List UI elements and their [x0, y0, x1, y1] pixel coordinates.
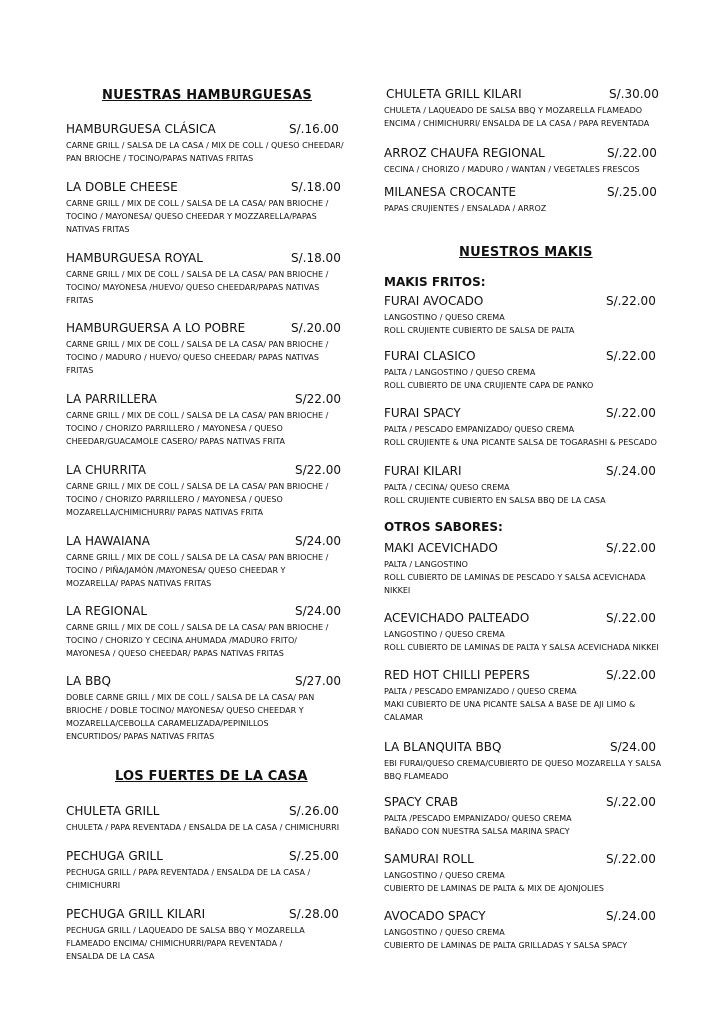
- item-price: S/.24.00: [606, 909, 656, 923]
- item-description: CARNE GRILL / MIX DE COLL / SALSA DE LA CASA/ PAN BRIOCHE / TOCINO / CHORIZO PARRILLERO / MAYONESA / QUESO CHEEDAR/GUACAMOLE CASERO/ PAPAS NATIVAS FRITA: [66, 411, 329, 446]
- menu-item: [66, 849, 356, 892]
- item-name: SAMURAI ROLL: [384, 852, 474, 866]
- item-price: S/22.00: [295, 392, 342, 406]
- item-price: S/.22.00: [606, 795, 656, 809]
- item-description: PECHUGA GRILL / LAQUEADO DE SALSA BBQ Y MOZARELLA FLAMEADO ENCIMA/ CHIMICHURRI/PAPA REVENTADA / ENSALDA DE LA CASA: [66, 926, 305, 961]
- item-name: AVOCADO SPACY: [384, 909, 486, 923]
- item-name: PECHUGA GRILL KILARI: [66, 907, 206, 921]
- menu-item: [384, 668, 674, 724]
- menu-item: [66, 392, 356, 448]
- item-name: FURAI SPACY: [384, 406, 461, 420]
- item-name: MILANESA CROCANTE: [384, 185, 517, 199]
- item-description: EBI FURAI/QUESO CREMA/CUBIERTO DE QUESO MOZARELLA Y SALSA BBQ FLAMEADO: [384, 759, 662, 781]
- item-description: CARNE GRILL / SALSA DE LA CASA / MIX DE COLL / QUESO CHEEDAR/ PAN BRIOCHE / TOCINO/PAPAS NATIVAS FRITAS: [66, 141, 344, 163]
- fuertes-heading: LOS FUERTES DE LA CASA: [115, 769, 308, 784]
- item-price: S/27.00: [295, 674, 342, 688]
- item-name: FURAI KILARI: [384, 464, 462, 478]
- item-description: PALTA / LANGOSTINO / QUESO CREMA ROLL CUBIERTO DE UNA CRUJIENTE CAPA DE PANKO: [384, 368, 594, 390]
- item-name: LA REGIONAL: [66, 604, 148, 618]
- item-description: DOBLE CARNE GRILL / MIX DE COLL / SALSA DE LA CASA/ PAN BRIOCHE / DOBLE TOCINO/ MAYONESA/ QUESO CHEEDAR Y MOZARELLA/CEBOLLA CARAMELIZADA/PEPINILLOS ENCURTIDOS/ PAPAS NATIVAS FRITAS: [66, 693, 315, 741]
- item-name: ARROZ CHAUFA REGIONAL: [384, 146, 545, 160]
- menu-item: [66, 251, 356, 307]
- item-price: S/.20.00: [291, 321, 341, 335]
- item-name: FURAI CLASICO: [384, 349, 476, 363]
- item-name: CHULETA GRILL KILARI: [386, 87, 522, 101]
- item-price: S/24.00: [295, 534, 342, 548]
- item-name: CHULETA GRILL: [66, 804, 160, 818]
- item-name: FURAI AVOCADO: [384, 294, 484, 308]
- menu-item: [66, 122, 356, 165]
- menu-item: [384, 611, 674, 654]
- item-description: PALTA / PESCADO EMPANIZADO/ QUESO CREMA ROLL CRUJIENTE & UNA PICANTE SALSA DE TOGARASHI & PESCADO: [384, 425, 657, 447]
- item-description: CHULETA / LAQUEADO DE SALSA BBQ Y MOZARELLA FLAMEADO ENCIMA / CHIMICHURRI/ ENSALDA DE LA CASA / PAPA REVENTADA: [384, 106, 650, 128]
- makis-heading: NUESTROS MAKIS: [459, 245, 593, 260]
- item-description: CARNE GRILL / MIX DE COLL / SALSA DE LA CASA/ PAN BRIOCHE / TOCINO / CHORIZO Y CECINA AHUMADA /MADURO FRITO/ MAYONESA / QUESO CHEEDAR/ PAPAS NATIVAS FRITAS: [66, 623, 329, 658]
- item-price: S/.16.00: [289, 122, 339, 136]
- item-description: PAPAS CRUJIENTES / ENSALADA / ARROZ: [384, 204, 547, 213]
- item-description: PALTA /PESCADO EMPANIZADO/ QUESO CREMA BAÑADO CON NUESTRA SALSA MARINA SPACY: [384, 814, 572, 836]
- item-description: PALTA / LANGOSTINO ROLL CUBIERTO DE LAMINAS DE PESCADO Y SALSA ACEVICHADA NIKKEI: [384, 560, 646, 595]
- menu-item: [66, 674, 356, 743]
- item-name: LA DOBLE CHEESE: [66, 180, 178, 194]
- item-name: ACEVICHADO PALTEADO: [384, 611, 530, 625]
- menu-item: [66, 321, 356, 377]
- menu-item: [66, 907, 356, 963]
- item-description: PALTA / CECINA/ QUESO CREMA ROLL CRUJIENTE CUBIERTO EN SALSA BBQ DE LA CASA: [384, 483, 606, 505]
- item-name: LA BBQ: [66, 674, 111, 688]
- menu-item: [384, 795, 674, 838]
- menu-item: [384, 185, 674, 215]
- item-name: LA PARRILLERA: [66, 392, 157, 406]
- item-description: CARNE GRILL / MIX DE COLL / SALSA DE LA CASA/ PAN BRIOCHE / TOCINO / MADURO / HUEVO/ QUESO CHEEDAR/ PAPAS NATIVAS FRITAS: [66, 340, 329, 375]
- menu-item: [384, 740, 674, 783]
- menu-item: [384, 464, 674, 507]
- item-price: S/.22.00: [606, 294, 656, 308]
- item-description: PECHUGA GRILL / PAPA REVENTADA / ENSALDA DE LA CASA / CHIMICHURRI: [66, 868, 311, 890]
- menu-item: [66, 604, 356, 660]
- item-price: S/.25.00: [289, 849, 339, 863]
- makis-fritos-label: MAKIS FRITOS:: [384, 275, 486, 289]
- menu-item: [384, 909, 674, 952]
- item-name: LA CHURRITA: [66, 463, 146, 477]
- hamburguesas-heading: NUESTRAS HAMBURGUESAS: [102, 88, 312, 103]
- menu-item: [384, 541, 674, 597]
- menu-item: [384, 294, 674, 337]
- item-price: S/24.00: [295, 604, 342, 618]
- menu-item: [384, 146, 674, 176]
- menu-item: [66, 534, 356, 590]
- item-price: S/22.00: [295, 463, 342, 477]
- menu-item: [66, 180, 356, 236]
- menu-item: [66, 804, 356, 834]
- item-name: HAMBURGUERSA A LO POBRE: [66, 321, 246, 335]
- item-price: S/.18.00: [291, 180, 341, 194]
- item-name: LA BLANQUITA BBQ: [384, 740, 502, 754]
- item-description: CARNE GRILL / MIX DE COLL / SALSA DE LA CASA/ PAN BRIOCHE / TOCINO / CHORIZO PARRILLERO / MAYONESA / QUESO MOZARELLA/CHIMICHURRI/ PAPAS NATIVAS FRITA: [66, 482, 329, 517]
- item-price: S/.22.00: [606, 668, 656, 682]
- item-description: CARNE GRILL / MIX DE COLL / SALSA DE LA CASA/ PAN BRIOCHE / TOCINO / MAYONESA/ QUESO CHEEDAR Y MOZZARELLA/PAPAS NATIVAS FRITAS: [66, 199, 329, 234]
- item-name: SPACY CRAB: [384, 795, 459, 809]
- item-price: S/.30.00: [609, 87, 659, 101]
- item-description: LANGOSTINO / QUESO CREMA ROLL CRUJIENTE CUBIERTO DE SALSA DE PALTA: [384, 313, 575, 335]
- item-price: S/24.00: [610, 740, 657, 754]
- item-description: LANGOSTINO / QUESO CREMA CUBIERTO DE LAMINAS DE PALTA GRILLADAS Y SALSA SPACY: [384, 928, 628, 950]
- item-name: LA HAWAIANA: [66, 534, 150, 548]
- item-price: S/.24.00: [606, 464, 656, 478]
- item-description: LANGOSTINO / QUESO CREMA ROLL CUBIERTO DE LAMINAS DE PALTA Y SALSA ACEVICHADA NIKKEI: [384, 630, 659, 652]
- item-price: S/.18.00: [291, 251, 341, 265]
- item-description: CARNE GRILL / MIX DE COLL / SALSA DE LA CASA/ PAN BRIOCHE / TOCINO/ MAYONESA /HUEVO/ QUESO CHEEDAR/PAPAS NATIVAS FRITAS: [66, 270, 329, 305]
- item-description: CARNE GRILL / MIX DE COLL / SALSA DE LA CASA/ PAN BRIOCHE / TOCINO / PIÑA/JAMÓN /MAYONESA/ QUESO CHEEDAR Y MOZARELLA/ PAPAS NATIVAS FRITAS: [66, 553, 329, 588]
- menu-item: [384, 852, 674, 895]
- item-name: HAMBURGUESA ROYAL: [66, 251, 203, 265]
- menu-item: [66, 463, 356, 519]
- menu-item: [384, 349, 674, 392]
- otros-sabores-label: OTROS SABORES:: [384, 520, 503, 534]
- menu-item: [384, 406, 674, 449]
- item-price: S/.22.00: [607, 146, 657, 160]
- item-price: S/.22.00: [606, 611, 656, 625]
- item-description: CHULETA / PAPA REVENTADA / ENSALDA DE LA CASA / CHIMICHURRI: [66, 823, 340, 832]
- menu-item: [384, 87, 674, 130]
- item-description: PALTA / PESCADO EMPANIZADO / QUESO CREMA MAKI CUBIERTO DE UNA PICANTE SALSA A BASE DE AJI LIMO & CALAMAR: [384, 687, 636, 722]
- item-price: S/.22.00: [606, 541, 656, 555]
- item-name: HAMBURGUESA CLÁSICA: [66, 122, 216, 136]
- item-name: MAKI ACEVICHADO: [384, 541, 498, 555]
- item-price: S/.22.00: [606, 852, 656, 866]
- item-price: S/.25.00: [607, 185, 657, 199]
- item-description: LANGOSTINO / QUESO CREMA CUBIERTO DE LAMINAS DE PALTA & MIX DE AJONJOLIES: [384, 871, 604, 893]
- item-name: RED HOT CHILLI PEPERS: [384, 668, 530, 682]
- item-name: PECHUGA GRILL: [66, 849, 163, 863]
- item-price: S/.28.00: [289, 907, 339, 921]
- item-description: CECINA / CHORIZO / MADURO / WANTAN / VEGETALES FRESCOS: [384, 165, 640, 174]
- item-price: S/.22.00: [606, 349, 656, 363]
- item-price: S/.22.00: [606, 406, 656, 420]
- item-price: S/.26.00: [289, 804, 339, 818]
